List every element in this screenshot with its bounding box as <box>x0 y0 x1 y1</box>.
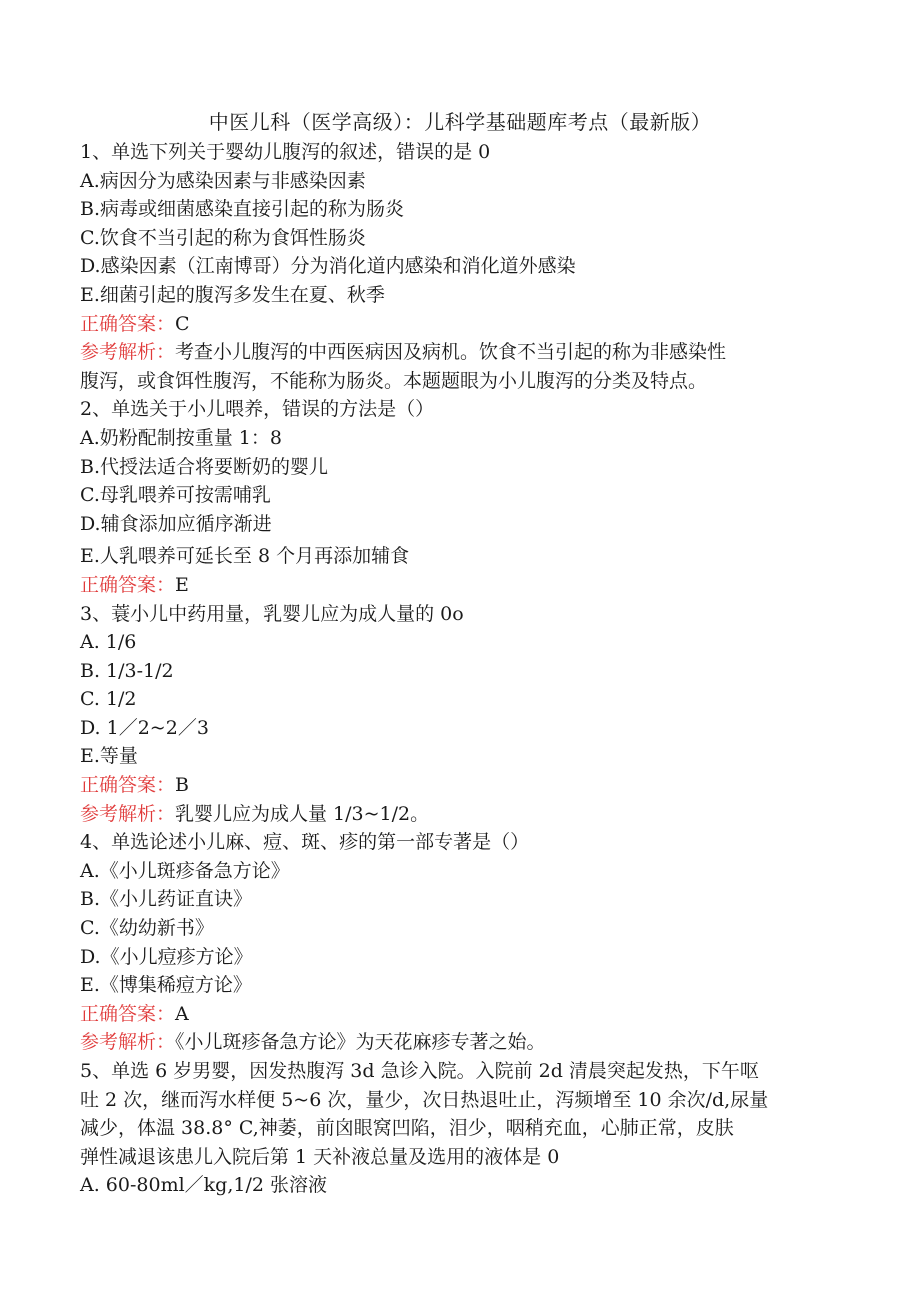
option-e: E.细菌引起的腹泻多发生在夏、秋季 <box>80 283 385 306</box>
answer-value: E <box>175 573 189 596</box>
question-5 <box>80 1057 840 1200</box>
answer-value: B <box>175 774 189 797</box>
option-a: A. 60-80ml／kg,1/2 张溶液 <box>80 1174 328 1197</box>
correct-answer <box>80 571 840 600</box>
question-4 <box>80 828 840 1057</box>
answer-label: 正确答案： <box>80 573 176 596</box>
question-3 <box>80 600 840 829</box>
analysis-label: 参考解析： <box>80 1031 176 1054</box>
option-d: D.感染因素（江南博哥）分为消化道内感染和消化道外感染 <box>80 255 576 278</box>
question-stem: 4、单选论述小儿麻、痘、斑、疹的第一部专著是（） <box>80 831 530 854</box>
analysis-line-1 <box>80 338 840 367</box>
analysis-label: 参考解析： <box>80 802 176 825</box>
option-b: B. 1/3-1/2 <box>80 659 174 682</box>
option-c: C.母乳喂养可按需哺乳 <box>80 484 271 507</box>
answer-label: 正确答案： <box>80 1002 176 1025</box>
option-c: C.饮食不当引起的称为食饵性肠炎 <box>80 226 366 249</box>
document-content <box>80 138 840 1200</box>
option-b: B.病毒或细菌感染直接引起的称为肠炎 <box>80 198 405 221</box>
option-a: A.病因分为感染因素与非感染因素 <box>80 169 366 192</box>
answer-label: 正确答案： <box>80 774 176 797</box>
question-stem: 3、蓑小儿中药用量，乳婴儿应为成人量的 0o <box>80 602 464 625</box>
option-a: A.《小儿斑疹备急方论》 <box>80 859 290 882</box>
option-a: A.奶粉配制按重量 1：8 <box>80 426 282 449</box>
analysis-line-2: 腹泻，或食饵性腹泻，不能称为肠炎。本题题眼为小儿腹泻的分类及特点。 <box>80 369 708 392</box>
analysis-line-1 <box>80 1028 840 1057</box>
option-b: B.代授法适合将要断奶的婴儿 <box>80 455 329 478</box>
option-e: E.《博集稀痘方论》 <box>80 974 252 997</box>
analysis-text: 《小儿斑疹备急方论》为天花麻疹专著之始。 <box>175 1031 546 1054</box>
question-2 <box>80 395 840 599</box>
answer-value: A <box>175 1002 189 1025</box>
correct-answer <box>80 1000 840 1029</box>
answer-label: 正确答案： <box>80 312 176 335</box>
question-stem-line-2: 吐 2 次，继而泻水样便 5~6 次，量少，次日热退吐止，泻频增至 10 余次/d,尿量 <box>80 1088 769 1111</box>
option-c: C. 1/2 <box>80 688 137 711</box>
question-stem: 2、单选关于小儿喂养，错误的方法是（） <box>80 398 435 421</box>
option-e: E.等量 <box>80 745 138 768</box>
question-stem-line-3: 减少，体温 38.8° C,神萎，前囟眼窝凹陷，泪少，咽稍充血，心肺正常，皮肤 <box>80 1117 734 1140</box>
option-e: E.人乳喂养可延长至 8 个月再添加辅食 <box>80 545 410 568</box>
correct-answer <box>80 771 840 800</box>
option-b: B.《小儿药证直诀》 <box>80 888 253 911</box>
option-c: C.《幼幼新书》 <box>80 917 214 940</box>
question-stem-line-4: 弹性减退该患儿入院后第 1 天补液总量及选用的液体是 0 <box>80 1145 560 1168</box>
option-d: D.《小儿痘疹方论》 <box>80 945 253 968</box>
question-stem: 1、单选下列关于婴幼儿腹泻的叙述，错误的是 0 <box>80 141 491 163</box>
answer-value: C <box>175 312 190 335</box>
option-d: D.辅食添加应循序渐进 <box>80 512 272 535</box>
option-a: A. 1/6 <box>80 631 137 654</box>
question-1 <box>80 138 840 395</box>
analysis-line-1 <box>80 800 840 829</box>
correct-answer <box>80 310 840 339</box>
analysis-text: 乳婴儿应为成人量 1/3~1/2。 <box>175 802 430 825</box>
analysis-label: 参考解析： <box>80 341 176 364</box>
document-title: 中医儿科（医学高级）：儿科学基础题库考点（最新版） <box>208 110 712 134</box>
option-d: D. 1／2~2／3 <box>80 716 209 739</box>
question-stem-line-1: 5、单选 6 岁男婴，因发热腹泻 3d 急诊入院。入院前 2d 清晨突起发热，下午呕 <box>80 1060 759 1082</box>
analysis-text: 考查小儿腹泻的中西医病因及病机。饮食不当引起的称为非感染性 <box>175 341 727 364</box>
